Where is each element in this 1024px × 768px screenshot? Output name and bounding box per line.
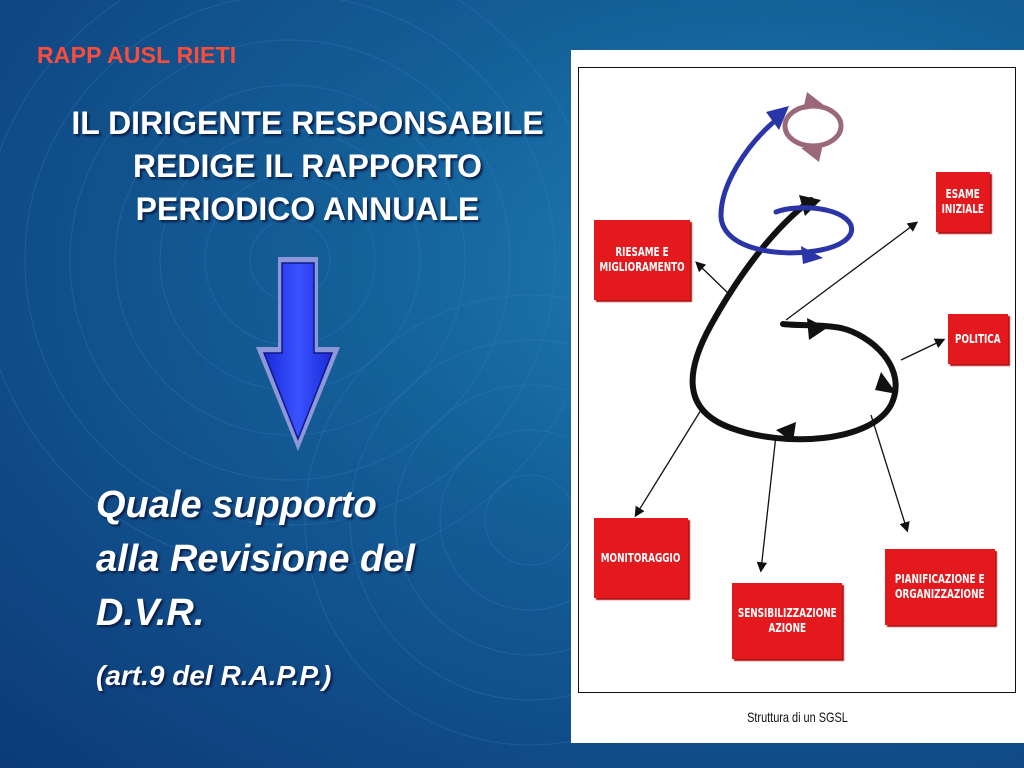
box-monitoraggio: MONITORAGGIO xyxy=(594,518,688,598)
spiral-arrowheads xyxy=(776,195,897,442)
question-line-3: D.V.R. xyxy=(96,592,205,634)
mauve-loop xyxy=(785,106,841,146)
title-line-2: REDIGE IL RAPPORTO xyxy=(132,148,483,184)
slide-title xyxy=(40,102,575,231)
box-pianificazione-e-organizzazione: PIANIFICAZIONE E ORGANIZZAZIONE xyxy=(885,549,995,625)
box-riesame-e-miglioramento: RIESAME E MIGLIORAMENTO xyxy=(594,220,690,300)
question-text xyxy=(96,478,536,640)
title-line-1: IL DIRIGENTE RESPONSABILE xyxy=(71,105,544,141)
box-esame-iniziale: ESAME INIZIALE xyxy=(936,172,990,232)
down-arrow-icon xyxy=(252,255,344,455)
question-line-1: Quale supporto xyxy=(96,484,377,526)
connector-to-sensibilizzazione xyxy=(761,435,776,570)
box-sensibilizzazione-azione: SENSIBILIZZAZIONE AZIONE xyxy=(732,583,842,659)
connector-to-pianificazione xyxy=(871,415,907,530)
connector-to-monitoraggio xyxy=(636,410,701,515)
title-line-3: PERIODICO ANNUALE xyxy=(135,191,480,227)
blue-arrowheads xyxy=(766,106,823,264)
diagram-caption: Struttura di un SGSL xyxy=(747,709,848,725)
organization-header: RAPP AUSL RIETI xyxy=(37,42,237,68)
mauve-arrowheads xyxy=(801,92,825,162)
black-spiral-path xyxy=(693,200,896,439)
article-citation: (art.9 del R.A.P.P.) xyxy=(96,660,332,691)
connector-to-politica xyxy=(901,340,943,360)
connector-to-riesame xyxy=(697,263,731,296)
box-politica: POLITICA xyxy=(948,314,1008,364)
question-line-2: alla Revisione del xyxy=(96,538,415,580)
sgsl-diagram-panel xyxy=(571,50,1024,743)
